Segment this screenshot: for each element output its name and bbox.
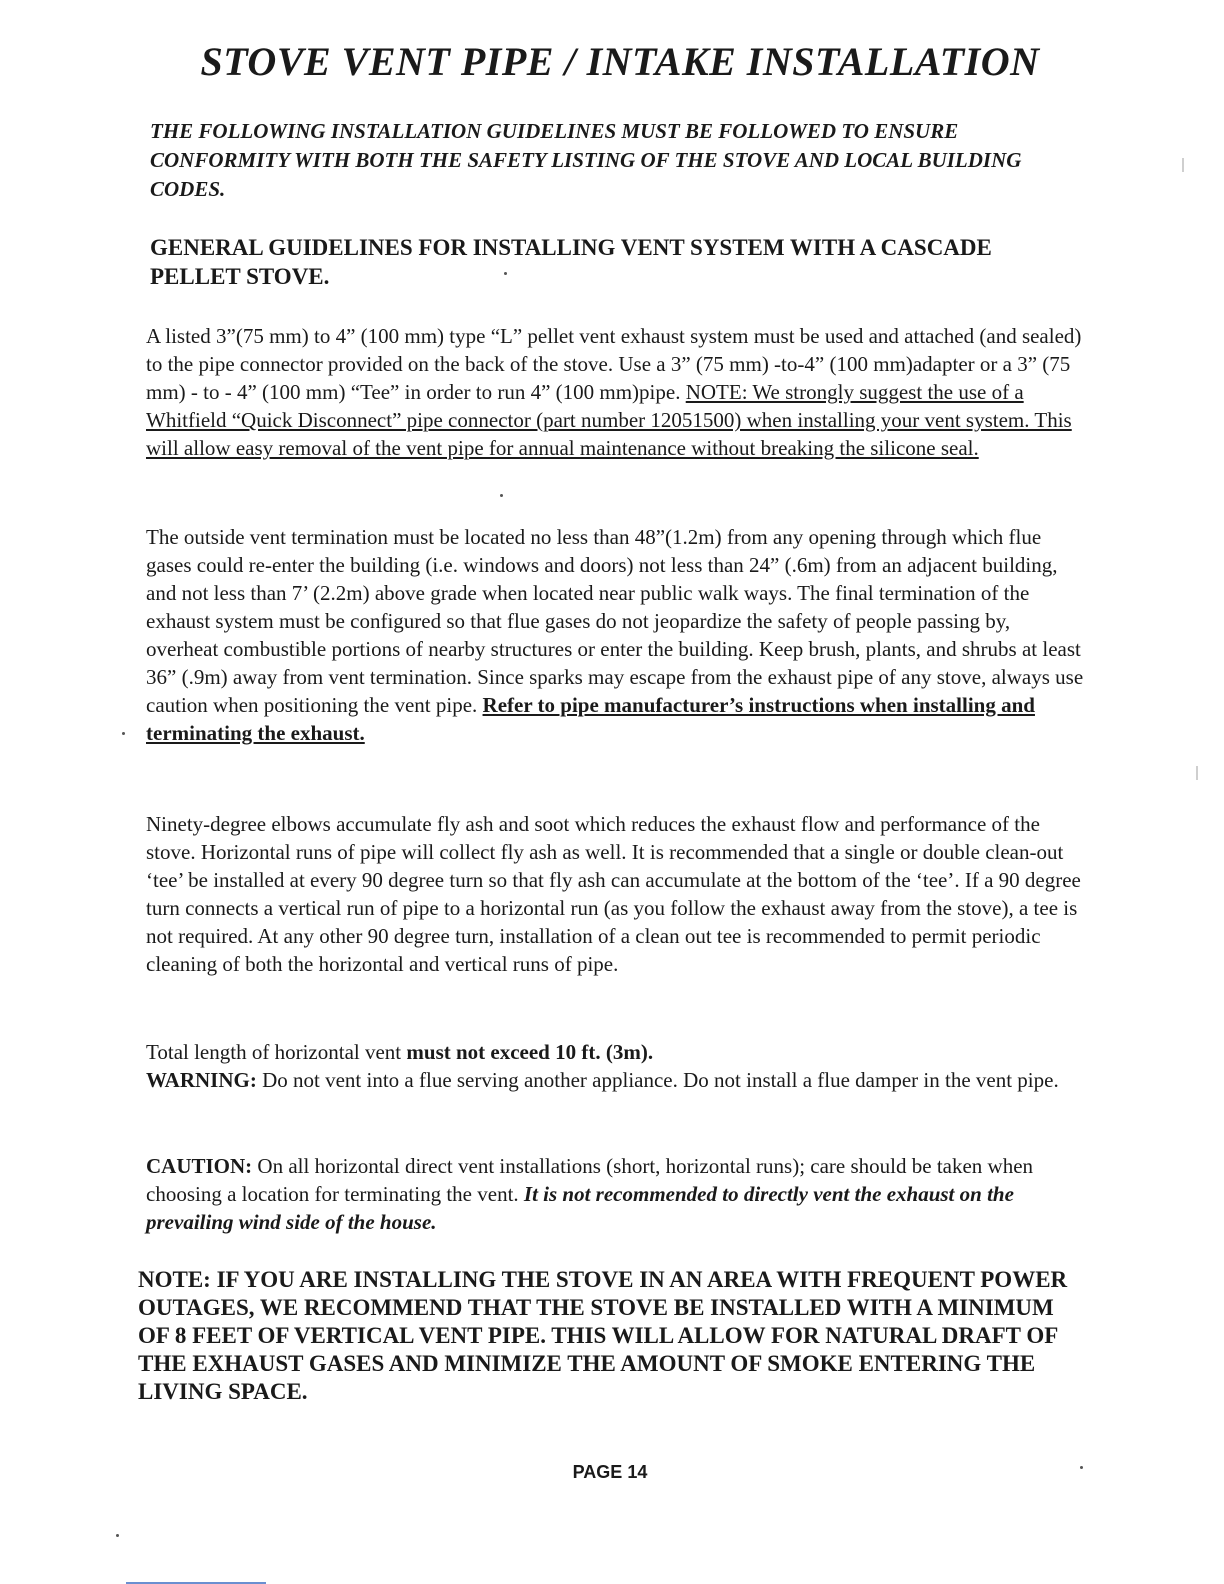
length-limit: must not exceed 10 ft. (3m). (406, 1040, 654, 1064)
scan-margin-mark (1196, 766, 1198, 780)
caution-label: CAUTION: (146, 1154, 253, 1178)
section-heading: GENERAL GUIDELINES FOR INSTALLING VENT SYSTEM WITH A CASCADE PELLET STOVE. (150, 235, 992, 289)
scan-speck (116, 1534, 119, 1537)
manufacturer-instructions-note: Refer to pipe manufacturer’s instructions when installing and terminating the exhaust. (146, 693, 1035, 745)
paragraph-text: A listed 3”(75 mm) to 4” (100 mm) type “L” pellet vent exhaust system must be used and attached (and sealed) to the pipe connector provided on the back of the stove. Use a 3” (75 mm) -to-4” (100 mm)adapter or a 3” (75 mm) - to - 4” (100 mm) “Tee” in order to run 4” (100 mm)pipe. (146, 324, 1082, 404)
scan-speck (1080, 1466, 1083, 1469)
paragraph-termination (146, 523, 1086, 747)
scan-margin-mark (1182, 158, 1184, 172)
scan-speck (504, 272, 507, 275)
paragraph-text: The outside vent termination must be located no less than 48”(1.2m) from any opening through which flue gases could re-enter the building (i.e. windows and doors) not less than 24” (.6m) from an adjacent building, and not less than 7’ (2.2m) above grade when located near public walk ways. The final termination of the exhaust system must be configured so that flue gases do not jeopardize the safety of people passing by, overheat combustible portions of nearby structures or enter the building. Keep brush, plants, and shrubs at least 36” (.9m) away from vent termination. Since sparks may escape from the exhaust pipe of any stove, always use caution when positioning the vent pipe. (146, 525, 1084, 717)
page-title: STOVE VENT PIPE / INTAKE INSTALLATION (200, 39, 1040, 84)
scan-speck (500, 494, 503, 497)
paragraph-horizontal-length (146, 1038, 1086, 1066)
quick-disconnect-note: NOTE: We strongly suggest the use of a Whitfield “Quick Disconnect” pipe connector (part number 12051500) when installing your vent system. This will allow easy removal of the vent pipe for annual maintenance without breaking the silicone seal. (146, 380, 1072, 460)
paragraph-text: Total length of horizontal vent (146, 1040, 407, 1064)
warning-paragraph (146, 1066, 1086, 1094)
power-outage-note: NOTE: IF YOU ARE INSTALLING THE STOVE IN AN AREA WITH FREQUENT POWER OUTAGES, WE RECOMMEND THAT THE STOVE BE INSTALLED WITH A MINIMUM OF 8 FEET OF VERTICAL VENT PIPE. THIS WILL ALLOW FOR NATURAL DRAFT OF THE EXHAUST GASES AND MINIMIZE THE AMOUNT OF SMOKE ENTERING THE LIVING SPACE. (138, 1267, 1068, 1404)
page-number: PAGE 14 (572, 1462, 648, 1482)
warning-label: WARNING: (146, 1068, 257, 1092)
caution-text: On all horizontal direct vent installations (short, horizontal runs); care should be taken when choosing a location for terminating the vent. (146, 1154, 1034, 1206)
caution-paragraph (146, 1152, 1086, 1236)
paragraph-elbows: Ninety-degree elbows accumulate fly ash and soot which reduces the exhaust flow and performance of the stove. Horizontal runs of pipe will collect fly ash as well. It is recommended that a single or double clean-out ‘tee’ be installed at every 90 degree turn so that fly ash can accumulate at the bottom of the ‘tee’. If a 90 degree turn connects a vertical run of pipe to a horizontal run (as you follow the exhaust away from the stove), a tee is not required. At any other 90 degree turn, installation of a clean out tee is recommended to permit periodic cleaning of both the horizontal and vertical runs of pipe. (146, 812, 1081, 976)
intro-statement: THE FOLLOWING INSTALLATION GUIDELINES MUST BE FOLLOWED TO ENSURE CONFORMITY WITH BOTH THE SAFETY LISTING OF THE STOVE AND LOCAL BUILDING CODES. (150, 119, 1022, 201)
caution-emphasis: It is not recommended to directly vent the exhaust on the prevailing wind side of the house. (146, 1182, 1014, 1234)
scan-speck (122, 732, 125, 735)
warning-text: Do not vent into a flue serving another appliance. Do not install a flue damper in the vent pipe. (256, 1068, 1059, 1092)
paragraph-vent-system (146, 322, 1086, 462)
